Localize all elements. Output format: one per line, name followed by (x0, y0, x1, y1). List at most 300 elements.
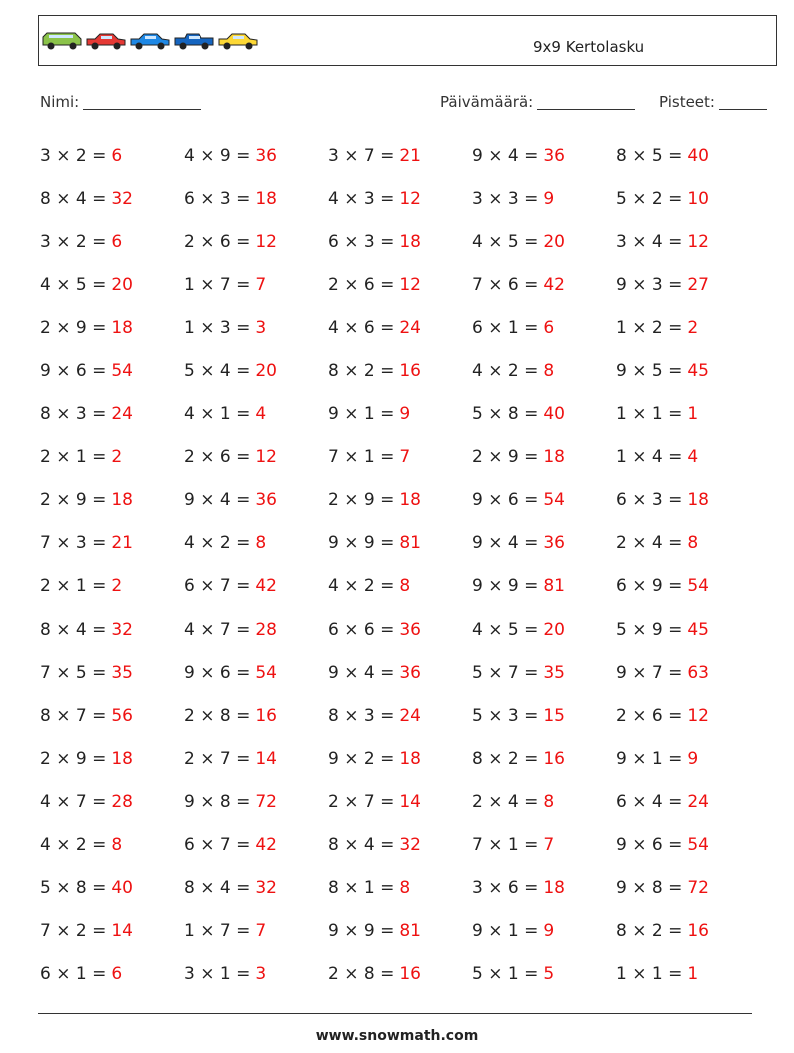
problem-question: 9 × 9 = (328, 533, 395, 554)
problem-answer: 6 (543, 317, 555, 338)
problem-question: 7 × 2 = (40, 921, 107, 942)
problem-answer: 2 (687, 317, 699, 338)
problem-question: 9 × 6 = (184, 662, 251, 683)
problem-answer: 18 (255, 188, 277, 209)
problem-question: 9 × 1 = (616, 748, 683, 769)
problem-question: 2 × 9 = (40, 748, 107, 769)
problem-question: 2 × 9 = (328, 490, 395, 511)
problem-item (616, 608, 760, 651)
problem-question: 9 × 8 = (184, 791, 251, 812)
problem-answer: 56 (111, 705, 133, 726)
score-field (659, 93, 767, 111)
problem-question: 2 × 7 = (328, 791, 395, 812)
problem-answer: 8 (255, 533, 267, 554)
problem-question: 3 × 4 = (616, 231, 683, 252)
problem-answer: 42 (255, 576, 277, 597)
problem-item (472, 608, 616, 651)
problem-item (328, 910, 472, 953)
problem-item (472, 134, 616, 177)
problem-answer: 20 (255, 361, 277, 382)
problem-item (472, 824, 616, 867)
problem-item (472, 694, 616, 737)
problem-grid (40, 134, 760, 996)
problem-item (184, 953, 328, 996)
problem-answer: 54 (687, 835, 709, 856)
problem-item (616, 910, 760, 953)
problem-question: 6 × 4 = (616, 791, 683, 812)
problem-item (616, 565, 760, 608)
problem-item (184, 737, 328, 780)
problem-question: 5 × 4 = (184, 361, 251, 382)
problem-answer: 42 (543, 274, 565, 295)
problem-item (328, 134, 472, 177)
problem-answer: 72 (687, 878, 709, 899)
problem-item (472, 910, 616, 953)
problem-answer: 20 (111, 274, 133, 295)
problem-question: 7 × 1 = (472, 835, 539, 856)
problem-item (328, 522, 472, 565)
problem-question: 9 × 9 = (472, 576, 539, 597)
problem-item (472, 479, 616, 522)
problem-question: 2 × 6 = (616, 705, 683, 726)
problem-answer: 7 (255, 274, 267, 295)
problem-question: 2 × 8 = (184, 705, 251, 726)
problem-question: 9 × 2 = (328, 748, 395, 769)
problem-item (40, 780, 184, 823)
problem-question: 8 × 2 = (616, 921, 683, 942)
problem-item (472, 306, 616, 349)
problem-question: 4 × 5 = (472, 231, 539, 252)
problem-answer: 9 (687, 748, 699, 769)
problem-item (328, 651, 472, 694)
problem-question: 9 × 8 = (616, 878, 683, 899)
problem-question: 8 × 4 = (184, 878, 251, 899)
problem-question: 2 × 1 = (40, 447, 107, 468)
score-label: Pisteet: (659, 93, 715, 111)
problem-answer: 6 (111, 231, 123, 252)
problem-answer: 18 (111, 748, 133, 769)
problem-answer: 42 (255, 835, 277, 856)
problem-item (328, 220, 472, 263)
problem-answer: 24 (687, 791, 709, 812)
problem-question: 2 × 9 = (40, 317, 107, 338)
problem-item (472, 349, 616, 392)
problem-item (328, 479, 472, 522)
problem-item (184, 177, 328, 220)
problem-item (616, 263, 760, 306)
problem-question: 4 × 3 = (328, 188, 395, 209)
problem-question: 1 × 2 = (616, 317, 683, 338)
problem-item (184, 306, 328, 349)
problem-answer: 3 (255, 964, 267, 985)
problem-question: 4 × 7 = (40, 791, 107, 812)
problem-answer: 36 (255, 490, 277, 511)
problem-question: 1 × 3 = (184, 317, 251, 338)
problem-item (40, 867, 184, 910)
problem-item (616, 953, 760, 996)
problem-answer: 14 (255, 748, 277, 769)
problem-question: 9 × 1 = (472, 921, 539, 942)
problem-question: 1 × 1 = (616, 404, 683, 425)
score-blank (719, 94, 767, 110)
problem-question: 4 × 2 = (184, 533, 251, 554)
problem-question: 7 × 5 = (40, 662, 107, 683)
problem-item (616, 436, 760, 479)
problem-answer: 8 (543, 791, 555, 812)
problem-item (616, 651, 760, 694)
problem-item (184, 134, 328, 177)
problem-question: 6 × 7 = (184, 835, 251, 856)
problem-item (328, 565, 472, 608)
problem-question: 5 × 7 = (472, 662, 539, 683)
problem-question: 8 × 4 = (40, 188, 107, 209)
problem-question: 4 × 7 = (184, 619, 251, 640)
problem-answer: 18 (687, 490, 709, 511)
problem-question: 2 × 6 = (184, 231, 251, 252)
problem-answer: 18 (543, 878, 565, 899)
problem-question: 6 × 3 = (328, 231, 395, 252)
problem-item (184, 393, 328, 436)
problem-item (184, 220, 328, 263)
problem-answer: 36 (399, 619, 421, 640)
problem-answer: 21 (399, 145, 421, 166)
problem-question: 1 × 7 = (184, 274, 251, 295)
date-label: Päivämäärä: (440, 93, 534, 111)
problem-answer: 27 (687, 274, 709, 295)
problem-item (40, 306, 184, 349)
problem-item (616, 824, 760, 867)
problem-answer: 16 (543, 748, 565, 769)
problem-question: 4 × 5 = (472, 619, 539, 640)
problem-answer: 18 (111, 317, 133, 338)
problem-question: 1 × 7 = (184, 921, 251, 942)
problem-answer: 35 (543, 662, 565, 683)
problem-answer: 36 (399, 662, 421, 683)
problem-question: 5 × 8 = (40, 878, 107, 899)
problem-answer: 54 (687, 576, 709, 597)
problem-question: 9 × 6 = (40, 361, 107, 382)
problem-question: 8 × 3 = (328, 705, 395, 726)
problem-item (40, 134, 184, 177)
problem-question: 8 × 7 = (40, 705, 107, 726)
problem-question: 9 × 9 = (328, 921, 395, 942)
problem-answer: 32 (111, 619, 133, 640)
problem-answer: 8 (399, 878, 411, 899)
problem-item (184, 694, 328, 737)
problem-answer: 40 (111, 878, 133, 899)
problem-answer: 12 (255, 231, 277, 252)
problem-answer: 18 (399, 231, 421, 252)
problem-item (328, 436, 472, 479)
problem-answer: 35 (111, 662, 133, 683)
problem-answer: 24 (399, 705, 421, 726)
problem-item (472, 867, 616, 910)
problem-answer: 63 (687, 662, 709, 683)
problem-question: 5 × 3 = (472, 705, 539, 726)
problem-item (616, 306, 760, 349)
problem-item (328, 867, 472, 910)
problem-question: 2 × 4 = (616, 533, 683, 554)
problem-answer: 40 (543, 404, 565, 425)
problem-item (40, 608, 184, 651)
problem-item (616, 134, 760, 177)
problem-answer: 18 (543, 447, 565, 468)
problem-question: 3 × 1 = (184, 964, 251, 985)
problem-question: 4 × 1 = (184, 404, 251, 425)
problem-item (616, 737, 760, 780)
problem-answer: 8 (399, 576, 411, 597)
problem-item (184, 780, 328, 823)
problem-item (616, 220, 760, 263)
problem-question: 9 × 4 = (184, 490, 251, 511)
problem-question: 4 × 6 = (328, 317, 395, 338)
problem-question: 8 × 3 = (40, 404, 107, 425)
problem-answer: 28 (255, 619, 277, 640)
problem-answer: 54 (543, 490, 565, 511)
problem-question: 3 × 7 = (328, 145, 395, 166)
problem-question: 9 × 5 = (616, 361, 683, 382)
problem-answer: 8 (111, 835, 123, 856)
problem-item (184, 651, 328, 694)
problem-question: 2 × 6 = (328, 274, 395, 295)
problem-question: 5 × 9 = (616, 619, 683, 640)
problem-item (40, 349, 184, 392)
problem-question: 5 × 2 = (616, 188, 683, 209)
problem-question: 8 × 1 = (328, 878, 395, 899)
problem-question: 6 × 3 = (616, 490, 683, 511)
problem-question: 6 × 3 = (184, 188, 251, 209)
problem-question: 1 × 4 = (616, 447, 683, 468)
problem-item (616, 393, 760, 436)
problem-item (40, 953, 184, 996)
problem-answer: 9 (543, 921, 555, 942)
problem-question: 4 × 2 = (472, 361, 539, 382)
problem-question: 4 × 2 = (328, 576, 395, 597)
problem-answer: 16 (399, 361, 421, 382)
problem-answer: 32 (399, 835, 421, 856)
problem-question: 7 × 6 = (472, 274, 539, 295)
car-icon (129, 31, 171, 51)
problem-answer: 36 (255, 145, 277, 166)
problem-item (472, 220, 616, 263)
problem-item (472, 953, 616, 996)
problem-question: 6 × 1 = (40, 964, 107, 985)
problem-answer: 18 (111, 490, 133, 511)
problem-answer: 20 (543, 619, 565, 640)
problem-answer: 2 (111, 447, 123, 468)
car-icon (41, 31, 83, 51)
problem-answer: 18 (399, 490, 421, 511)
problem-question: 2 × 4 = (472, 791, 539, 812)
problem-question: 3 × 6 = (472, 878, 539, 899)
problem-item (184, 436, 328, 479)
problem-item (40, 436, 184, 479)
problem-item (328, 263, 472, 306)
problem-answer: 16 (255, 705, 277, 726)
problem-item (328, 393, 472, 436)
problem-item (328, 349, 472, 392)
problem-item (616, 177, 760, 220)
date-field (440, 93, 635, 111)
problem-item (184, 349, 328, 392)
problem-item (40, 177, 184, 220)
problem-answer: 18 (399, 748, 421, 769)
footer-divider (38, 1013, 752, 1014)
problem-answer: 36 (543, 533, 565, 554)
problem-answer: 8 (543, 361, 555, 382)
problem-answer: 16 (687, 921, 709, 942)
problem-answer: 24 (399, 317, 421, 338)
problem-answer: 81 (399, 533, 421, 554)
problem-question: 9 × 4 = (328, 662, 395, 683)
problem-answer: 16 (399, 964, 421, 985)
date-blank (537, 94, 635, 110)
problem-answer: 45 (687, 361, 709, 382)
problem-item (328, 306, 472, 349)
problem-answer: 2 (111, 576, 123, 597)
problem-question: 8 × 4 = (40, 619, 107, 640)
problem-answer: 81 (543, 576, 565, 597)
problem-item (472, 522, 616, 565)
problem-item (40, 263, 184, 306)
problem-question: 8 × 2 = (328, 361, 395, 382)
problem-answer: 1 (687, 964, 699, 985)
problem-answer: 12 (399, 274, 421, 295)
problem-item (616, 479, 760, 522)
problem-question: 5 × 1 = (472, 964, 539, 985)
problem-answer: 32 (255, 878, 277, 899)
car-icon (173, 31, 215, 51)
problem-item (616, 780, 760, 823)
problem-question: 8 × 2 = (472, 748, 539, 769)
problem-item (40, 522, 184, 565)
problem-answer: 14 (399, 791, 421, 812)
problem-item (472, 177, 616, 220)
problem-question: 6 × 6 = (328, 619, 395, 640)
problem-question: 9 × 4 = (472, 533, 539, 554)
problem-item (328, 177, 472, 220)
problem-answer: 3 (255, 317, 267, 338)
problem-answer: 32 (111, 188, 133, 209)
problem-item (328, 737, 472, 780)
problem-question: 7 × 3 = (40, 533, 107, 554)
problem-item (40, 220, 184, 263)
problem-question: 9 × 7 = (616, 662, 683, 683)
name-label: Nimi: (40, 93, 80, 111)
problem-item (328, 608, 472, 651)
problem-question: 3 × 2 = (40, 231, 107, 252)
problem-item (472, 565, 616, 608)
problem-question: 2 × 6 = (184, 447, 251, 468)
worksheet-title: 9x9 Kertolasku (533, 38, 645, 56)
problem-answer: 6 (111, 145, 123, 166)
problem-answer: 6 (111, 964, 123, 985)
problem-answer: 4 (687, 447, 699, 468)
problem-question: 1 × 1 = (616, 964, 683, 985)
problem-question: 4 × 5 = (40, 274, 107, 295)
problem-question: 3 × 3 = (472, 188, 539, 209)
problem-answer: 15 (543, 705, 565, 726)
problem-item (472, 263, 616, 306)
problem-question: 9 × 4 = (472, 145, 539, 166)
problem-answer: 21 (111, 533, 133, 554)
problem-answer: 28 (111, 791, 133, 812)
name-field (40, 93, 201, 111)
problem-item (472, 436, 616, 479)
name-blank (83, 94, 201, 110)
problem-item (472, 780, 616, 823)
problem-question: 2 × 9 = (40, 490, 107, 511)
problem-answer: 9 (543, 188, 555, 209)
problem-answer: 12 (399, 188, 421, 209)
problem-item (472, 651, 616, 694)
problem-item (40, 479, 184, 522)
problem-item (472, 737, 616, 780)
problem-item (184, 263, 328, 306)
footer-url: www.snowmath.com (315, 1028, 479, 1044)
problem-question: 6 × 1 = (472, 317, 539, 338)
problem-item (40, 651, 184, 694)
problem-answer: 7 (543, 835, 555, 856)
problem-answer: 20 (543, 231, 565, 252)
problem-answer: 4 (255, 404, 267, 425)
problem-item (184, 910, 328, 953)
problem-question: 9 × 6 = (472, 490, 539, 511)
problem-item (472, 393, 616, 436)
problem-answer: 36 (543, 145, 565, 166)
car-icon (85, 31, 127, 51)
problem-answer: 8 (687, 533, 699, 554)
problem-item (184, 522, 328, 565)
problem-question: 7 × 1 = (328, 447, 395, 468)
problem-item (328, 780, 472, 823)
problem-item (328, 953, 472, 996)
problem-question: 4 × 9 = (184, 145, 251, 166)
problem-item (616, 694, 760, 737)
problem-item (616, 349, 760, 392)
problem-question: 5 × 8 = (472, 404, 539, 425)
problem-question: 2 × 1 = (40, 576, 107, 597)
problem-answer: 54 (111, 361, 133, 382)
problem-question: 9 × 3 = (616, 274, 683, 295)
problem-item (616, 867, 760, 910)
problem-answer: 45 (687, 619, 709, 640)
problem-answer: 7 (255, 921, 267, 942)
problem-answer: 12 (255, 447, 277, 468)
problem-question: 8 × 5 = (616, 145, 683, 166)
problem-item (184, 608, 328, 651)
problem-answer: 54 (255, 662, 277, 683)
problem-question: 9 × 1 = (328, 404, 395, 425)
problem-question: 2 × 8 = (328, 964, 395, 985)
problem-question: 2 × 7 = (184, 748, 251, 769)
problem-question: 9 × 6 = (616, 835, 683, 856)
problem-item (40, 737, 184, 780)
problem-answer: 9 (399, 404, 411, 425)
problem-item (40, 694, 184, 737)
problem-item (328, 824, 472, 867)
problem-answer: 40 (687, 145, 709, 166)
problem-item (184, 479, 328, 522)
problem-item (40, 565, 184, 608)
problem-answer: 10 (687, 188, 709, 209)
problem-answer: 14 (111, 921, 133, 942)
problem-item (616, 522, 760, 565)
problem-item (40, 910, 184, 953)
problem-answer: 1 (687, 404, 699, 425)
problem-item (40, 824, 184, 867)
car-icon (217, 31, 259, 51)
